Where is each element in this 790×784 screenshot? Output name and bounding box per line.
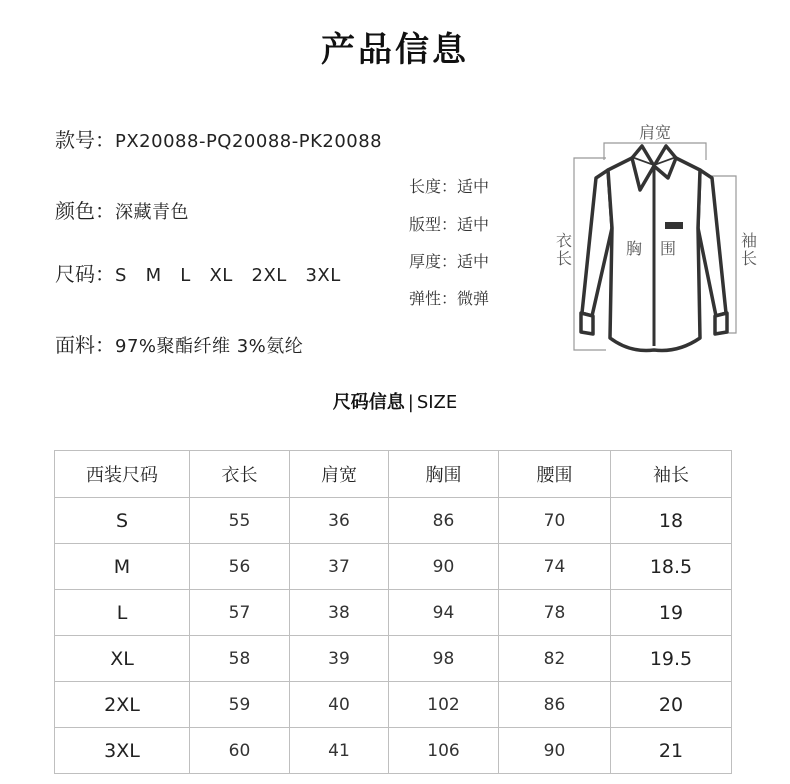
size-label: 尺码： (55, 262, 115, 286)
table-row (55, 636, 732, 682)
fabric-value: 97%聚酯纤维 3%氨纶 (115, 336, 304, 357)
style-number-row (55, 124, 382, 153)
attr-label: 版型： (409, 215, 458, 234)
attr-label: 长度： (409, 177, 458, 196)
table-cell: 20 (611, 682, 732, 728)
table-cell: XL (55, 636, 190, 682)
size-section-separator: | (407, 392, 414, 413)
page-title: 产品信息 (321, 30, 469, 70)
chest-label: 胸围 (626, 239, 695, 258)
table-header-cell: 衣长 (190, 451, 290, 498)
table-cell: L (55, 590, 190, 636)
table-cell: 90 (389, 544, 499, 590)
table-cell: 106 (389, 728, 499, 774)
table-cell: 78 (499, 590, 611, 636)
table-cell: 70 (499, 498, 611, 544)
attr-value: 适中 (457, 252, 490, 271)
style-number-label: 款号： (55, 128, 115, 152)
table-cell: 58 (190, 636, 290, 682)
table-cell: 2XL (55, 682, 190, 728)
table-header-cell: 西装尺码 (55, 451, 190, 498)
attr-thickness (409, 249, 489, 272)
body-length-label: 衣长 (556, 231, 573, 268)
table-cell: 102 (389, 682, 499, 728)
table-cell: 60 (190, 728, 290, 774)
table-cell: 18 (611, 498, 732, 544)
table-row (55, 498, 732, 544)
table-cell: 59 (190, 682, 290, 728)
color-row (55, 195, 189, 224)
size-section-title-en: SIZE (416, 392, 458, 413)
table-cell: 41 (290, 728, 389, 774)
table-cell: 94 (389, 590, 499, 636)
attr-value: 微弹 (457, 289, 490, 308)
table-header-row (55, 451, 732, 498)
table-cell: 86 (499, 682, 611, 728)
table-cell: 19.5 (611, 636, 732, 682)
table-cell: 55 (190, 498, 290, 544)
size-row (55, 258, 341, 287)
table-cell: 40 (290, 682, 389, 728)
table-cell: 37 (290, 544, 389, 590)
table-cell: 56 (190, 544, 290, 590)
table-header-cell: 袖长 (611, 451, 732, 498)
table-row (55, 544, 732, 590)
table-cell: 39 (290, 636, 389, 682)
table-cell: 21 (611, 728, 732, 774)
style-number-value: PX20088-PQ20088-PK20088 (115, 131, 383, 152)
table-cell: 19 (611, 590, 732, 636)
sleeve-length-label: 袖长 (741, 231, 758, 268)
table-header-cell: 腰围 (499, 451, 611, 498)
table-cell: 38 (290, 590, 389, 636)
table-row (55, 590, 732, 636)
table-cell: 86 (389, 498, 499, 544)
table-row (55, 728, 732, 774)
table-cell: 36 (290, 498, 389, 544)
table-header-cell: 胸围 (389, 451, 499, 498)
shirt-measurement-diagram (548, 118, 768, 358)
attr-elasticity (409, 286, 489, 309)
table-cell: 57 (190, 590, 290, 636)
table-cell: 82 (499, 636, 611, 682)
table-cell: 98 (389, 636, 499, 682)
size-section-title (0, 388, 790, 414)
attr-value: 适中 (457, 177, 490, 196)
color-label: 颜色： (55, 199, 115, 223)
attr-label: 厚度： (409, 252, 458, 271)
attr-length (409, 174, 489, 197)
attr-label: 弹性： (409, 289, 458, 308)
attr-value: 适中 (457, 215, 490, 234)
shirt-measurement-icon (548, 118, 768, 358)
fabric-row (55, 329, 303, 358)
table-cell: 74 (499, 544, 611, 590)
size-section-title-cn: 尺码信息 (332, 392, 405, 413)
fabric-label: 面料： (55, 333, 115, 357)
table-row (55, 682, 732, 728)
attr-fit (409, 212, 489, 235)
table-cell: 3XL (55, 728, 190, 774)
size-table (54, 450, 732, 774)
color-value: 深藏青色 (115, 202, 189, 223)
table-cell: S (55, 498, 190, 544)
shoulder-width-label: 肩宽 (639, 123, 672, 142)
table-header-cell: 肩宽 (290, 451, 389, 498)
table-cell: M (55, 544, 190, 590)
size-value: S M L XL 2XL 3XL (115, 265, 341, 286)
table-cell: 18.5 (611, 544, 732, 590)
table-cell: 90 (499, 728, 611, 774)
